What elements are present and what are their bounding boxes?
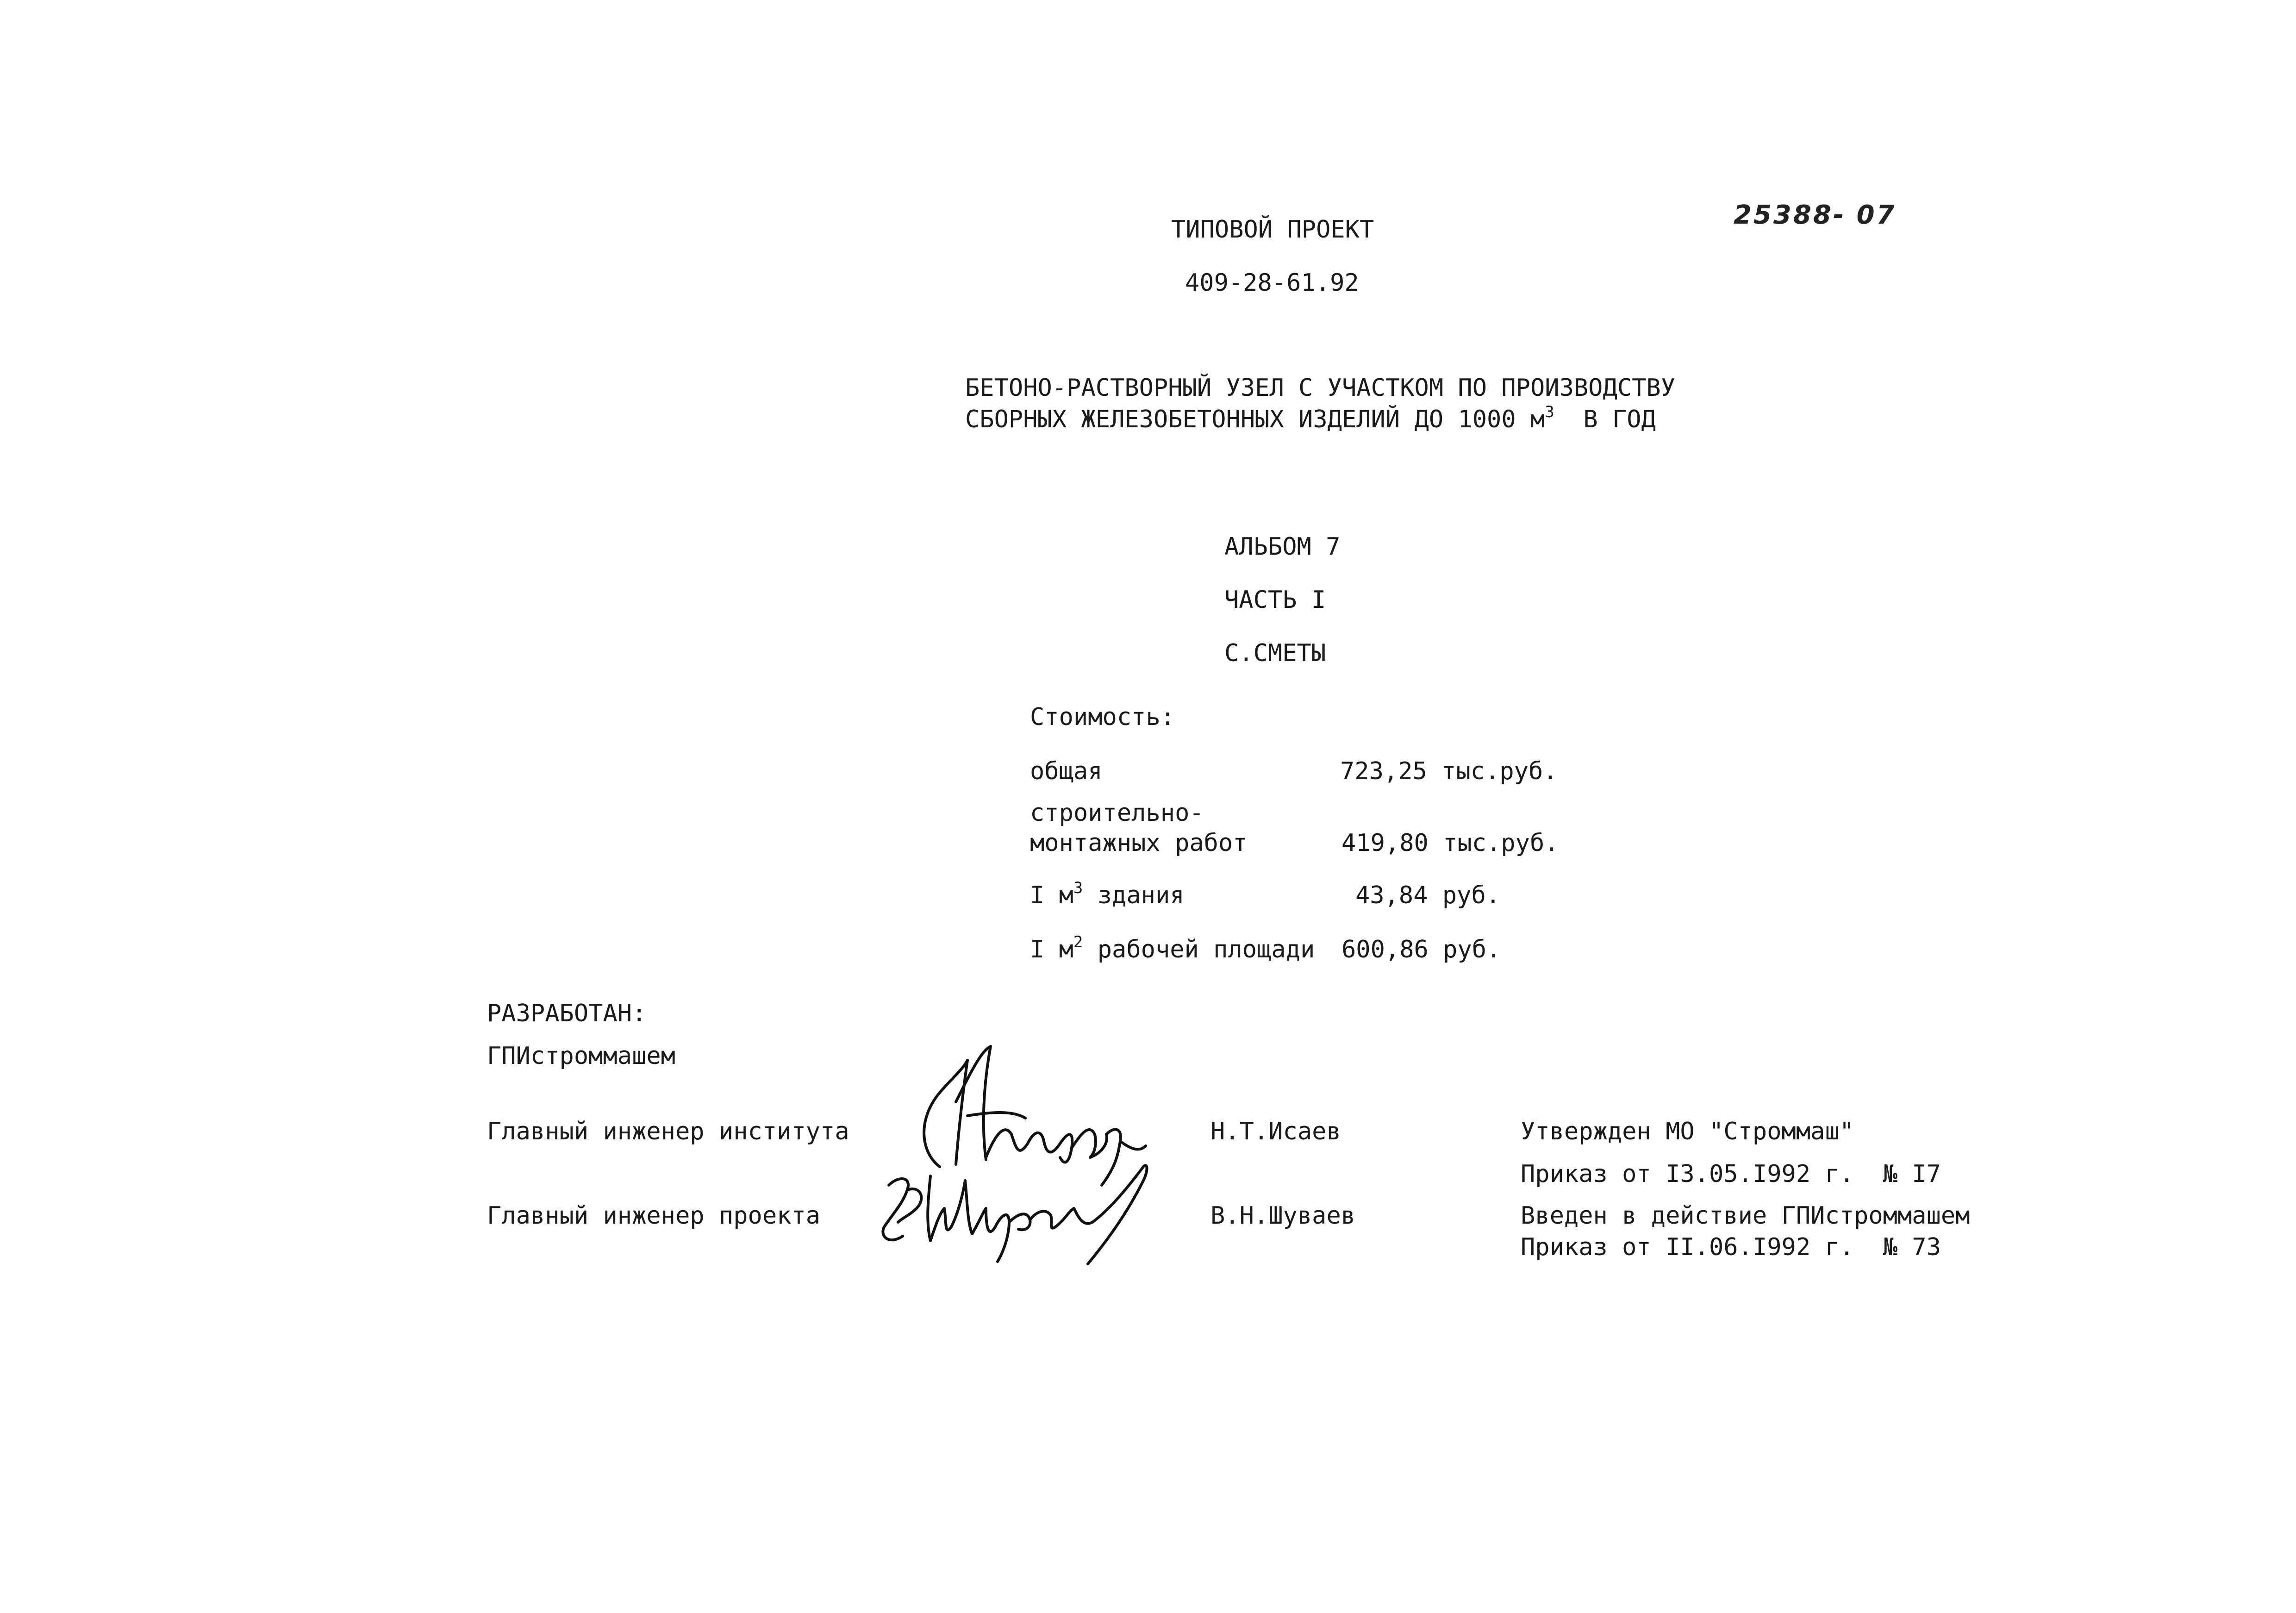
title-line2-exponent: 3 bbox=[1545, 403, 1554, 421]
title-line2-text: СБОРНЫХ ЖЕЛЕЗОБЕТОННЫХ ИЗДЕЛИЙ ДО 1000 м bbox=[965, 406, 1545, 433]
cost-per-m3-value: 43,84 руб. bbox=[1355, 882, 1501, 909]
cost-per-m2-value: 600,86 руб. bbox=[1341, 936, 1501, 963]
developer-label: РАЗРАБОТАН: bbox=[487, 1000, 647, 1027]
signatory-name-1: Н.Т.Исаев bbox=[1210, 1118, 1341, 1145]
cost-construction-label-1: строительно- bbox=[1030, 799, 1204, 827]
project-title-line2 bbox=[965, 403, 1656, 433]
per-m2-prefix: I м bbox=[1030, 936, 1073, 963]
signatory-name-2: В.Н.Шуваев bbox=[1210, 1202, 1356, 1230]
cost-construction-value: 419,80 тыс.руб. bbox=[1341, 829, 1559, 857]
cost-total-value: 723,25 тыс.руб. bbox=[1340, 757, 1558, 785]
approval-line1: Утвержден МО "Строммаш" bbox=[1521, 1118, 1854, 1145]
per-m2-exponent: 2 bbox=[1073, 933, 1083, 951]
signature-chief-engineer-project bbox=[870, 1157, 1157, 1269]
cost-heading: Стоимость: bbox=[1030, 703, 1175, 731]
project-type: ТИПОВОЙ ПРОЕКТ bbox=[1171, 216, 1374, 244]
developer-org: ГПИстроммашем bbox=[487, 1042, 675, 1070]
signatory-role-1: Главный инженер института bbox=[487, 1118, 849, 1145]
signatory-role-2: Главный инженер проекта bbox=[487, 1202, 821, 1230]
archive-number: 25388- 07 bbox=[1734, 200, 1897, 230]
cost-per-m2-label bbox=[1030, 933, 1315, 963]
per-m2-suffix: рабочей площади bbox=[1083, 936, 1315, 963]
album-number: АЛЬБОМ 7 bbox=[1224, 533, 1341, 561]
approval-line4: Приказ от II.06.I992 г. № 73 bbox=[1521, 1233, 1941, 1261]
album-section: С.СМЕТЫ bbox=[1224, 639, 1326, 667]
title-line2-suffix: В ГОД bbox=[1583, 406, 1656, 433]
per-m3-prefix: I м bbox=[1030, 882, 1073, 909]
project-code: 409-28-61.92 bbox=[1185, 269, 1359, 297]
cost-per-m3-label bbox=[1030, 879, 1185, 909]
per-m3-exponent: 3 bbox=[1073, 879, 1083, 897]
approval-line2: Приказ от I3.05.I992 г. № I7 bbox=[1521, 1160, 1941, 1188]
approval-line3: Введен в действие ГПИстроммашем bbox=[1521, 1202, 1970, 1230]
cost-construction-label-2: монтажных работ bbox=[1030, 829, 1248, 857]
project-title-line1: БЕТОНО-РАСТВОРНЫЙ УЗЕЛ С УЧАСТКОМ ПО ПРОИЗВОДСТВУ bbox=[965, 374, 1676, 402]
per-m3-suffix: здания bbox=[1083, 882, 1185, 909]
album-part: ЧАСТЬ I bbox=[1224, 586, 1326, 614]
cost-total-label: общая bbox=[1030, 757, 1103, 785]
